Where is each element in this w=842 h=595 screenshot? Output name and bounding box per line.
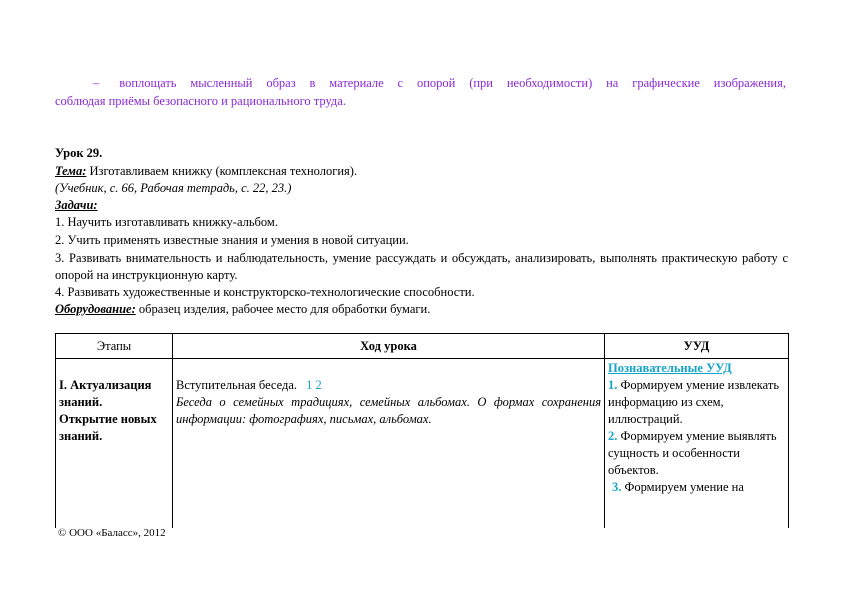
stage-line-3: Открытие новых	[59, 412, 157, 426]
equipment-text: образец изделия, рабочее место для обработки бумаги.	[135, 302, 431, 316]
top-item-text: воплощать мысленный образ в материале с опорой (при необходимости) на графические изображения,	[119, 76, 786, 90]
task-1: 1. Научить изготавливать книжку-альбом.	[55, 215, 278, 229]
slide-refs: 1 2	[306, 378, 322, 392]
theme-label: Тема:	[55, 164, 87, 178]
uud-text-3: Формируем умение на	[621, 480, 744, 494]
lesson-flow-cell	[173, 359, 605, 529]
uud-num-1: 1.	[608, 378, 618, 392]
uud-item-3	[608, 479, 785, 496]
uud-text-2: Формируем умение выявлять сущность и особенности объектов.	[608, 429, 777, 477]
footer-copyright: © ООО «Баласс», 2012	[58, 527, 166, 539]
stage-line-4: знаний.	[59, 429, 103, 443]
lesson-theme	[55, 164, 357, 179]
stage-line-1: I. Актуализация	[59, 378, 152, 392]
task-3: 3. Развивать внимательность и наблюдательность, умение рассуждать и обсуждать, анализировать, выполнять практическую работу с опорой на инструкционную карту.	[55, 251, 788, 282]
theme-text: Изготавливаем книжку (комплексная технология).	[86, 164, 358, 178]
header-uud: УУД	[605, 334, 789, 359]
header-stages: Этапы	[56, 334, 173, 359]
tasks-label: Задачи:	[55, 198, 98, 212]
equipment	[55, 302, 430, 317]
uud-cell	[605, 359, 789, 529]
lesson-title: Урок 29.	[55, 146, 103, 160]
intro-text: Вступительная беседа.	[176, 378, 298, 392]
uud-num-3: 3.	[612, 480, 622, 494]
task-4: 4. Развивать художественные и конструкторско-технологические способности.	[55, 285, 475, 299]
lesson-table	[55, 333, 789, 528]
lesson-sources: (Учебник, с. 66, Рабочая тетрадь, с. 22, 23.)	[55, 181, 292, 195]
table-row	[56, 359, 789, 529]
uud-heading: Познавательные УУД	[608, 361, 732, 375]
intro-line	[176, 377, 601, 394]
header-lesson-flow: Ход урока	[173, 334, 605, 359]
top-item-line1	[93, 76, 786, 91]
list-dash: –	[93, 76, 100, 90]
stage-cell	[56, 359, 173, 529]
intro-italic: Беседа о семейных традициях, семейных альбомах. О формах сохранения информации: фотографиях, письмах, альбомах.	[176, 395, 601, 426]
uud-item-1	[608, 377, 785, 428]
top-item-line2: соблюдая приёмы безопасного и рационального труда.	[55, 94, 346, 108]
table-header-row	[56, 334, 789, 359]
equipment-label: Оборудование:	[55, 302, 136, 316]
stage-line-2: знаний.	[59, 395, 103, 409]
uud-text-1: Формируем умение извлекать информацию из схем, иллюстраций.	[608, 378, 780, 426]
uud-num-2: 2.	[608, 429, 618, 443]
uud-item-2	[608, 428, 785, 479]
task-2: 2. Учить применять известные знания и умения в новой ситуации.	[55, 233, 409, 247]
